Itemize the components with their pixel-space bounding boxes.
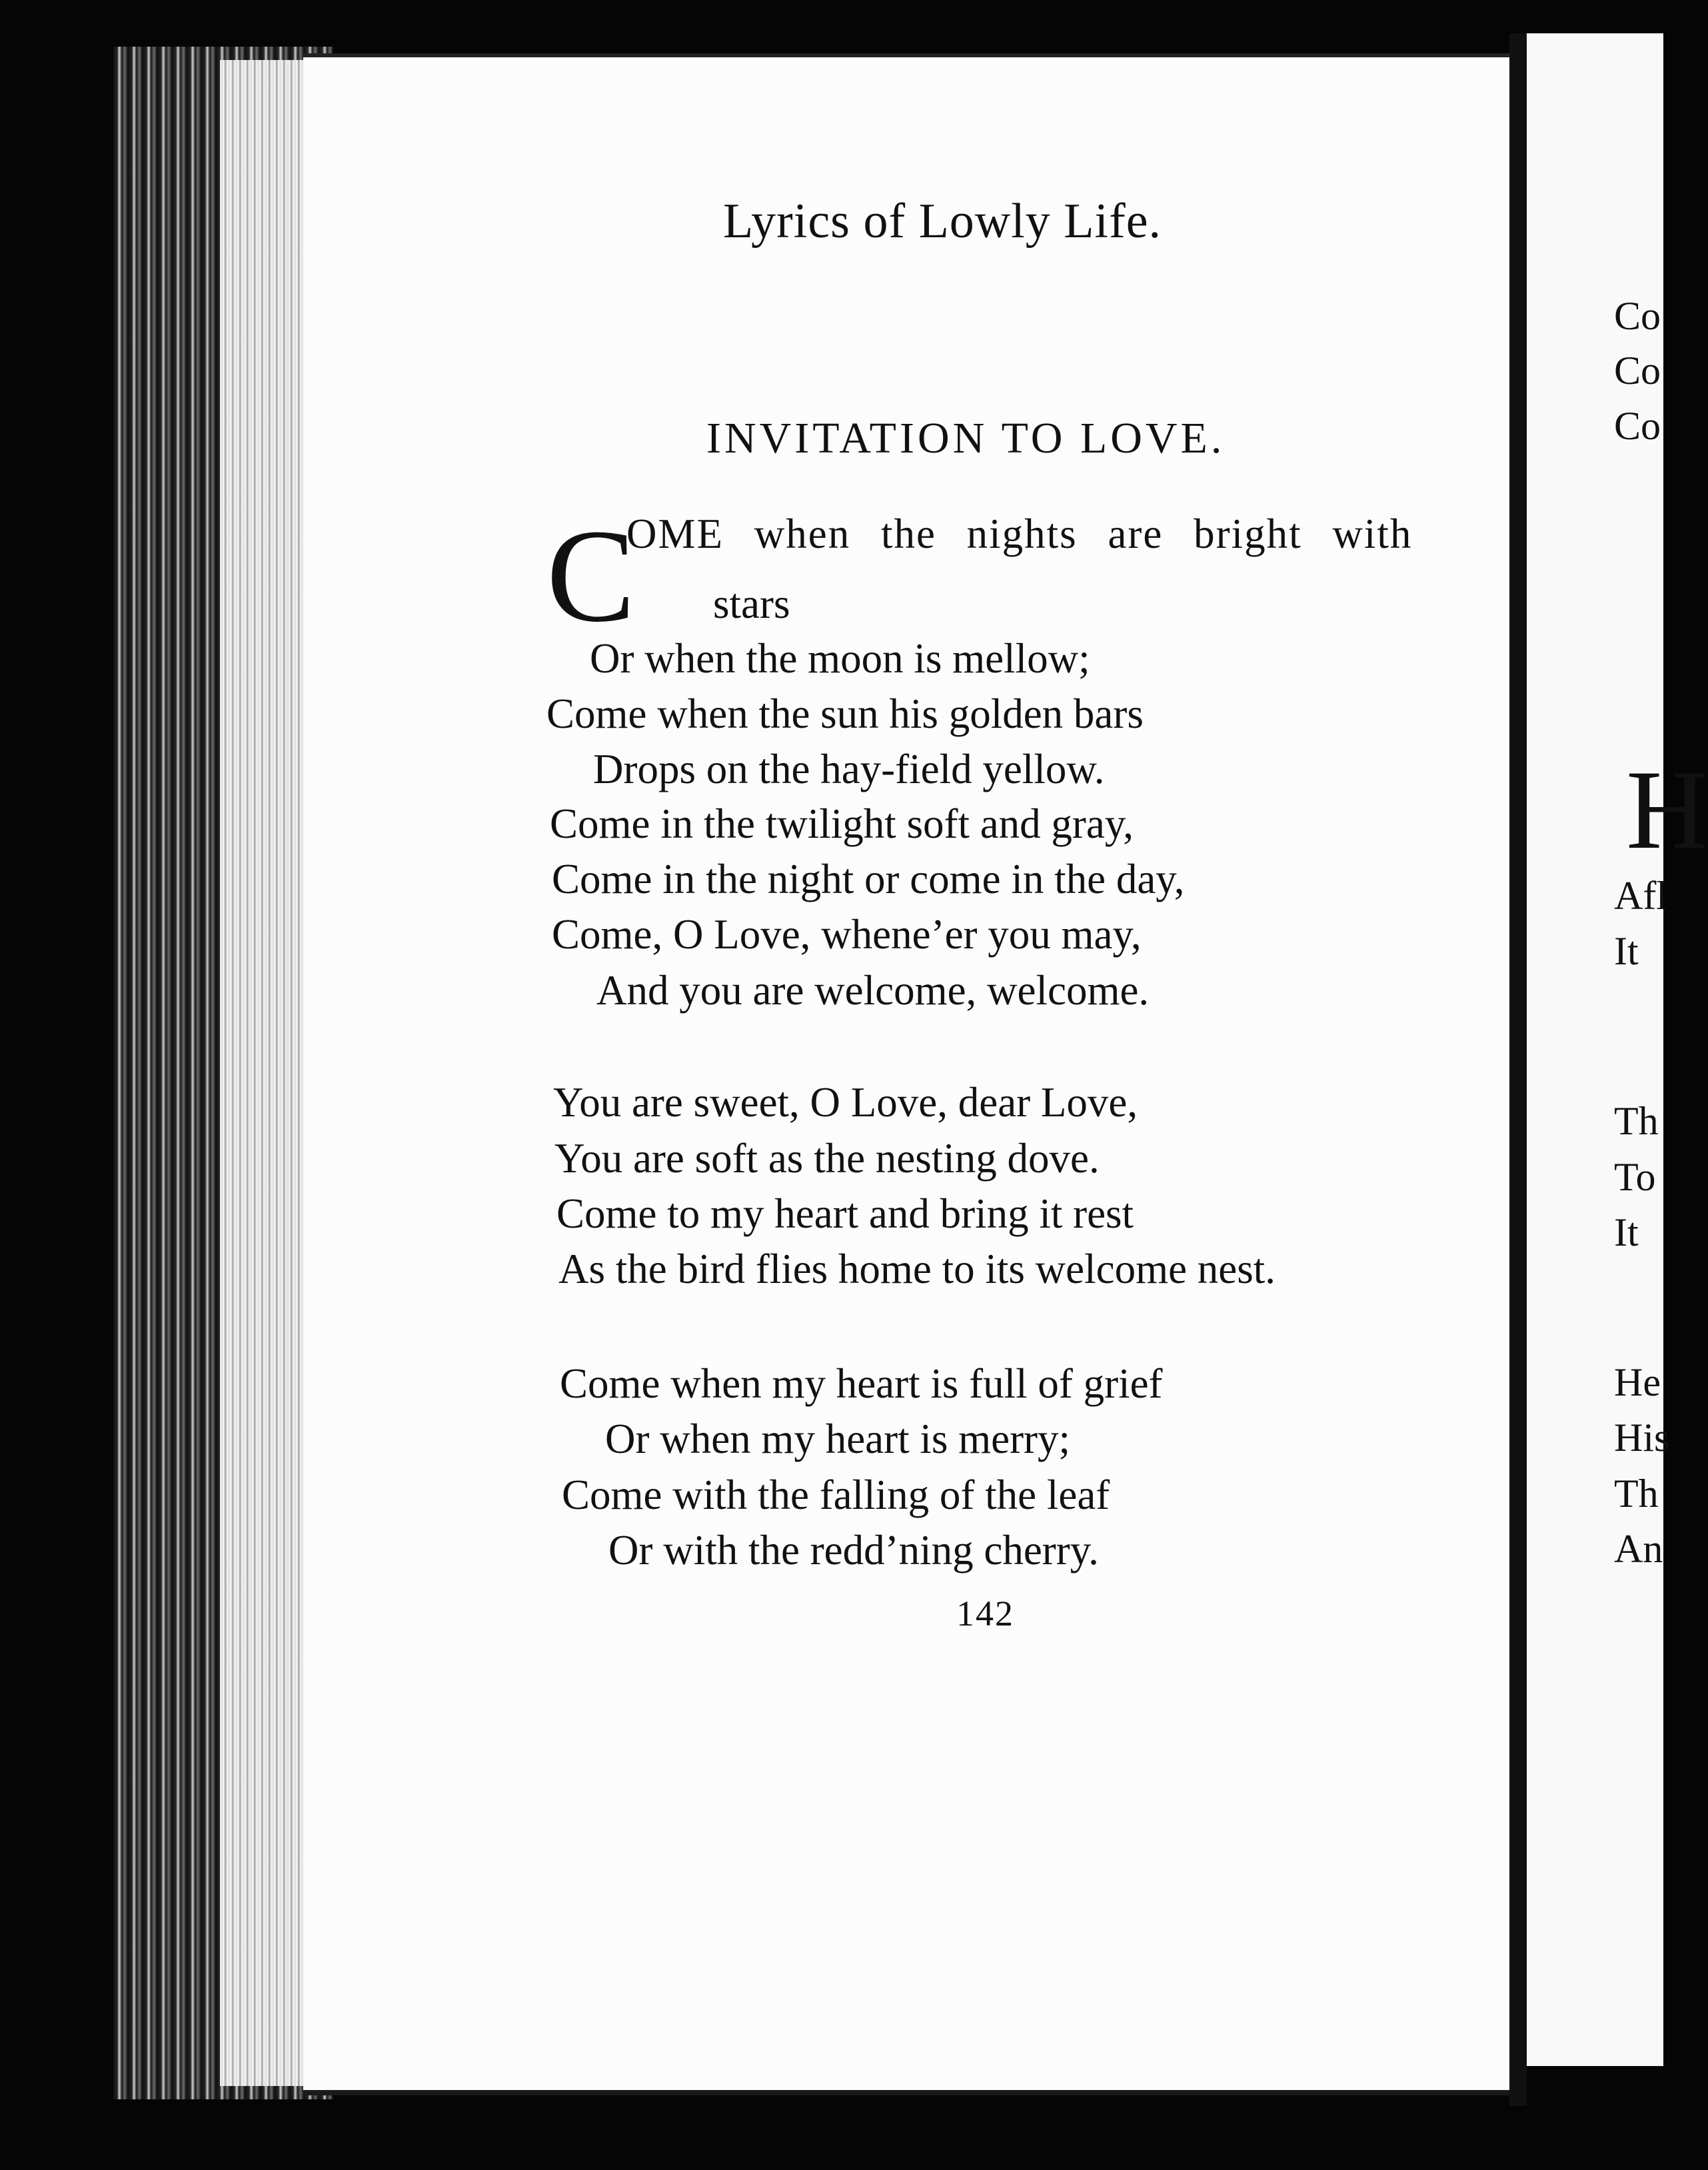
- poem-line: You are soft as the nesting dove.: [554, 1135, 1100, 1182]
- poem-line: Come in the twilight soft and gray,: [550, 800, 1134, 847]
- running-head: Lyrics of Lowly Life.: [723, 194, 1162, 249]
- poem-line: Come in the night or come in the day,: [552, 856, 1185, 902]
- poem-line: Come, O Love, whene’er you may,: [552, 911, 1142, 958]
- poem-line: stars: [713, 580, 790, 627]
- poem-line: You are sweet, O Love, dear Love,: [553, 1079, 1138, 1126]
- poem-line: Come when my heart is full of grief: [560, 1360, 1163, 1407]
- poem-line: As the bird flies home to its welcome nest.: [558, 1246, 1276, 1292]
- facing-page-fragment: It: [1614, 1210, 1639, 1254]
- page-number: 142: [956, 1594, 1014, 1633]
- poem-line: Or when the moon is mellow;: [590, 635, 1090, 682]
- facing-page-fragment: It: [1614, 929, 1639, 973]
- facing-page-fragment: Co: [1614, 349, 1661, 393]
- poem-first-line: [626, 510, 1412, 558]
- poem-line: Or when my heart is merry;: [605, 1416, 1071, 1462]
- poem-line: Drops on the hay-field yellow.: [593, 746, 1105, 792]
- facing-page-fragment: His: [1614, 1416, 1670, 1460]
- main-page: [303, 53, 1509, 2095]
- drop-cap: C: [546, 503, 636, 650]
- facing-page-shadow: [1527, 2066, 1663, 2170]
- poem-line: Or with the redd’ning cherry.: [608, 1527, 1099, 1574]
- poem-line: Come to my heart and bring it rest: [556, 1190, 1134, 1237]
- facing-page-fragment: Afl: [1614, 874, 1667, 918]
- poem-line: And you are welcome, welcome.: [596, 967, 1150, 1014]
- facing-page-drop-cap: H: [1626, 747, 1708, 872]
- facing-page-fragment: To: [1614, 1155, 1656, 1199]
- facing-page-fragment: Th: [1614, 1099, 1659, 1143]
- poem-line: Come with the falling of the leaf: [562, 1472, 1110, 1518]
- facing-page-fragment: An: [1614, 1527, 1663, 1571]
- facing-page-fragment: He: [1614, 1360, 1661, 1404]
- poem-line: Come when the sun his golden bars: [546, 690, 1144, 737]
- book-gutter: [1509, 33, 1527, 2106]
- facing-page-fragment: Co: [1614, 294, 1661, 338]
- facing-page-fragment: Co: [1614, 404, 1661, 448]
- facing-page-fragment: Th: [1614, 1472, 1659, 1516]
- poem-title: INVITATION TO LOVE.: [706, 414, 1226, 463]
- poem-first-line-text: OME when the nights are bright with: [626, 511, 1413, 557]
